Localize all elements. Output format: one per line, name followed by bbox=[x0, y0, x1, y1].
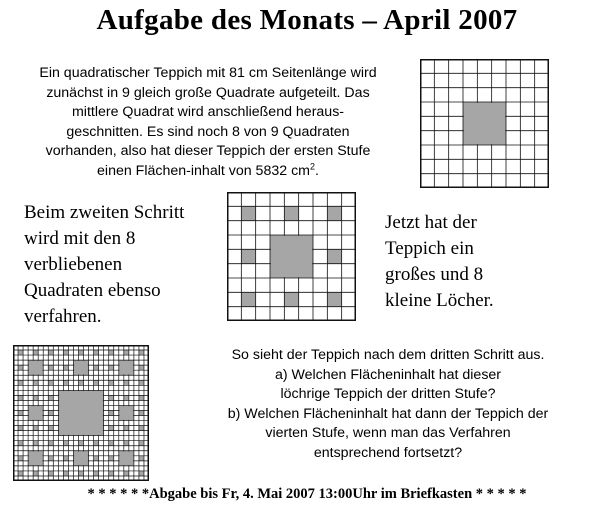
carpet-hole-fill bbox=[464, 103, 505, 144]
unit-superscript: 2 bbox=[309, 161, 315, 172]
carpet-hole bbox=[63, 456, 68, 461]
carpet-stage-1 bbox=[420, 59, 549, 188]
carpet-hole bbox=[63, 350, 68, 355]
carpet-hole bbox=[48, 426, 53, 431]
carpet-hole bbox=[109, 471, 114, 476]
carpet-hole bbox=[124, 395, 129, 400]
carpet-hole bbox=[241, 249, 255, 263]
carpet-hole bbox=[78, 441, 83, 446]
carpet-hole bbox=[284, 292, 298, 306]
carpet-hole bbox=[139, 350, 144, 355]
carpet-hole bbox=[124, 380, 129, 385]
step2-line: wird mit den 8 bbox=[24, 228, 136, 249]
carpet-hole-fill bbox=[119, 406, 133, 420]
carpet-hole bbox=[124, 441, 129, 446]
carpet-hole bbox=[109, 395, 114, 400]
carpet-hole bbox=[18, 395, 23, 400]
carpet-hole bbox=[48, 395, 53, 400]
intro-last-text: einen Flächen-inhalt von 5832 cm bbox=[97, 162, 310, 179]
carpet-hole bbox=[109, 426, 114, 431]
carpet-hole bbox=[241, 292, 255, 306]
step2-line: verfahren. bbox=[24, 306, 102, 327]
carpet-hole bbox=[63, 380, 68, 385]
carpet-hole bbox=[48, 380, 53, 385]
carpet-hole bbox=[94, 471, 99, 476]
carpet-hole bbox=[48, 410, 53, 415]
carpet-hole-fill bbox=[74, 451, 88, 465]
carpet-hole bbox=[33, 426, 38, 431]
carpet-hole-fill bbox=[29, 406, 43, 420]
holes-line: großes und 8 bbox=[385, 264, 484, 285]
intro-last-suffix: . bbox=[315, 162, 319, 179]
carpet-hole bbox=[139, 365, 144, 370]
intro-line: zunächst in 9 gleich große Quadrate aufgeteilt. Das bbox=[46, 84, 370, 101]
carpet-hole bbox=[139, 471, 144, 476]
carpet-hole bbox=[94, 350, 99, 355]
carpet-hole bbox=[139, 441, 144, 446]
carpet-hole bbox=[33, 471, 38, 476]
carpet-hole bbox=[284, 206, 298, 220]
intro-line: geschnitten. Es sind noch 8 von 9 Quadraten bbox=[66, 123, 350, 140]
carpet-hole bbox=[18, 456, 23, 461]
carpet-hole bbox=[139, 456, 144, 461]
carpet-hole-fill bbox=[119, 361, 133, 375]
carpet-hole-fill bbox=[74, 361, 88, 375]
intro-line: Ein quadratischer Teppich mit 81 cm Seitenlänge wird bbox=[39, 65, 377, 81]
carpet-hole-fill bbox=[29, 361, 43, 375]
carpet-hole bbox=[48, 350, 53, 355]
carpet-hole bbox=[63, 471, 68, 476]
carpet-hole bbox=[109, 350, 114, 355]
holes-line: Teppich ein bbox=[385, 238, 474, 259]
carpet-hole bbox=[18, 410, 23, 415]
carpet-hole bbox=[139, 410, 144, 415]
carpet-hole bbox=[327, 249, 341, 263]
carpet-hole-fill bbox=[271, 236, 312, 277]
carpet-hole bbox=[109, 380, 114, 385]
carpet-hole bbox=[78, 350, 83, 355]
carpet-hole bbox=[33, 395, 38, 400]
holes-line: Jetzt hat der bbox=[385, 212, 477, 233]
step2-text bbox=[24, 200, 224, 330]
carpet-hole bbox=[109, 365, 114, 370]
carpet-hole bbox=[33, 441, 38, 446]
carpet-hole bbox=[33, 350, 38, 355]
carpet-hole bbox=[48, 471, 53, 476]
question-line: So sieht der Teppich nach dem dritten Schritt aus. bbox=[231, 347, 545, 363]
carpet-hole bbox=[48, 441, 53, 446]
deadline-line: * * * * * *Abgabe bis Fr, 4. Mai 2007 13:00Uhr im Briefkasten * * * * * bbox=[87, 486, 527, 502]
question-line: vierten Stufe, wenn man das Verfahren bbox=[265, 425, 511, 442]
question-line: a) Welchen Flächeninhalt hat dieser bbox=[274, 366, 502, 383]
carpet-hole bbox=[94, 365, 99, 370]
carpet-hole bbox=[94, 441, 99, 446]
carpet-hole bbox=[78, 380, 83, 385]
intro-text bbox=[6, 64, 410, 182]
step2-line: Beim zweiten Schritt bbox=[24, 202, 185, 223]
carpet-hole bbox=[139, 426, 144, 431]
question-line: entsprechend fortsetzt? bbox=[313, 444, 463, 461]
carpet-stage-3 bbox=[13, 345, 149, 481]
intro-last-line bbox=[6, 162, 410, 182]
carpet-hole-fill bbox=[74, 406, 88, 420]
carpet-stage-2 bbox=[227, 192, 356, 321]
carpet-hole bbox=[94, 380, 99, 385]
intro-line: vorhanden, also hat dieser Teppich der ersten Stufe bbox=[45, 143, 371, 160]
carpet-hole bbox=[18, 471, 23, 476]
carpet-hole bbox=[63, 365, 68, 370]
carpet-hole bbox=[94, 456, 99, 461]
carpet-hole bbox=[327, 206, 341, 220]
carpet-hole bbox=[241, 206, 255, 220]
step2-line: Quadraten ebenso bbox=[24, 280, 161, 301]
holes-text bbox=[385, 210, 525, 314]
carpet-hole bbox=[124, 350, 129, 355]
carpet-hole bbox=[124, 426, 129, 431]
carpet-hole bbox=[18, 365, 23, 370]
question-line: löchrige Teppich der dritten Stufe? bbox=[280, 386, 496, 403]
holes-line: kleine Löcher. bbox=[385, 290, 494, 311]
carpet-hole bbox=[124, 471, 129, 476]
page-title: Aufgabe des Monats – April 2007 bbox=[96, 4, 518, 36]
intro-line: mittlere Quadrat wird anschließend heraus- bbox=[71, 104, 345, 121]
carpet-hole bbox=[109, 456, 114, 461]
carpet-hole bbox=[327, 292, 341, 306]
carpet-hole bbox=[63, 441, 68, 446]
carpet-hole bbox=[139, 395, 144, 400]
carpet-hole bbox=[18, 441, 23, 446]
carpet-hole-fill bbox=[119, 451, 133, 465]
carpet-hole bbox=[78, 471, 83, 476]
carpet-hole bbox=[18, 350, 23, 355]
carpet-hole bbox=[18, 426, 23, 431]
carpet-hole bbox=[48, 365, 53, 370]
carpet-hole bbox=[48, 456, 53, 461]
carpet-hole bbox=[109, 441, 114, 446]
carpet-hole bbox=[18, 380, 23, 385]
carpet-hole-fill bbox=[29, 451, 43, 465]
question-line: b) Welchen Flächeninhalt hat dann der Teppich der bbox=[227, 405, 549, 422]
step2-line: verbliebenen bbox=[24, 254, 123, 275]
question-text bbox=[166, 346, 610, 464]
carpet-hole bbox=[139, 380, 144, 385]
carpet-hole bbox=[33, 380, 38, 385]
carpet-hole bbox=[109, 410, 114, 415]
